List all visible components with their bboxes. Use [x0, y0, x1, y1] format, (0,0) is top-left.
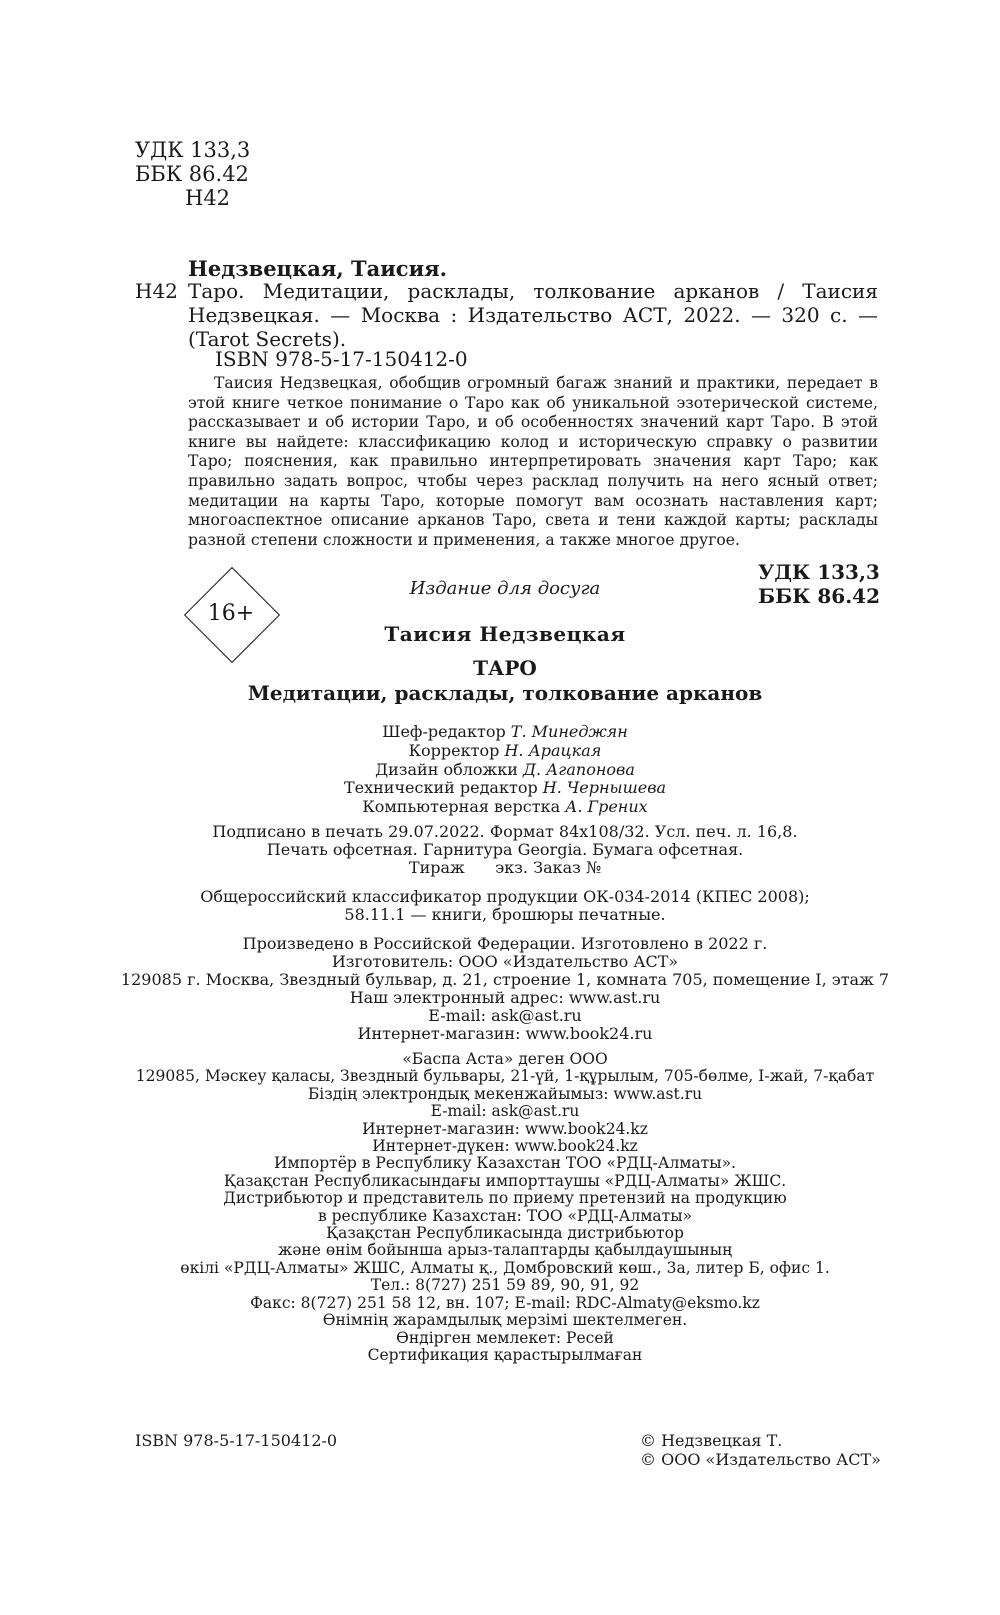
- manufacturer-line: Наш электронный адрес: www.ast.ru: [349, 988, 661, 1007]
- edition-note: Издание для досуга: [409, 578, 601, 599]
- book-subtitle: Медитации, расклады, толкование арканов: [247, 681, 763, 705]
- print-line: Подписано в печать 29.07.2022. Формат 84x108/32. Усл. печ. л. 16,8.: [212, 822, 798, 841]
- kz-line: және өнім бойынша арыз-талаптарды қабылдаушының: [277, 1241, 733, 1260]
- kz-line: Интернет-дүкен: www.book24.kz: [372, 1137, 638, 1156]
- kz-line: Сертификация қарастырылмаған: [367, 1345, 643, 1364]
- kz-line: Қазақстан Республикасында дистрибьютор: [326, 1224, 684, 1243]
- kz-line: Дистрибьютор и представитель по приему претензий на продукцию: [223, 1189, 787, 1208]
- kz-line: «Баспа Аста» деген ООО: [402, 1050, 608, 1068]
- udk-code-right: УДК 133,3: [758, 560, 880, 584]
- copyright-block: [640, 1431, 881, 1469]
- manufacturer-info: [0, 935, 1000, 1043]
- manufacturer-line: 129085 г. Москва, Звездный бульвар, д. 21, строение 1, комната 705, помещение I, этаж 7: [120, 970, 890, 989]
- udk-block: [135, 138, 250, 210]
- credits-list: [0, 723, 1000, 817]
- manufacturer-line: E-mail: ask@ast.ru: [428, 1006, 582, 1025]
- kz-line: Біздің электрондық мекенжайымыз: www.ast.ru: [307, 1084, 703, 1103]
- footer-isbn: ISBN 978-5-17-150412-0: [135, 1431, 338, 1450]
- print-info: [0, 823, 1000, 877]
- kz-line: Қазақстан Республикасындағы импорттаушы «РДЦ-Алматы» ЖШС.: [223, 1171, 787, 1190]
- credit-line: Корректор Н. Арацкая: [408, 740, 602, 760]
- copyright-author: © Недзвецкая Т.: [640, 1431, 783, 1450]
- credit-line: Технический редактор Н. Чернышева: [343, 778, 667, 798]
- classification-line: 58.11.1 — книги, брошюры печатные.: [344, 905, 666, 924]
- book-author: Таисия Недзвецкая: [384, 622, 626, 646]
- author-sign-bib: Н42: [135, 279, 178, 303]
- kz-line: E-mail: ask@ast.ru: [430, 1102, 580, 1121]
- bbk-code: ББК 86.42: [135, 162, 249, 186]
- manufacturer-line: Произведено в Российской Федерации. Изготовлено в 2022 г.: [242, 934, 768, 953]
- udk-code: УДК 133,3: [135, 138, 251, 162]
- kz-line: 129085, Мәскеу қаласы, Звездный бульвары, 21-үй, 1-құрылым, 705-бөлме, І-жай, 7-қабат: [135, 1067, 875, 1086]
- manufacturer-line: Интернет-магазин: www.book24.ru: [357, 1024, 653, 1043]
- kazakhstan-info: [0, 1051, 1000, 1364]
- age-rating-label: 16+: [207, 601, 255, 626]
- classification-line: Общероссийский классификатор продукции ОК-034-2014 (КПЕС 2008);: [200, 887, 810, 906]
- bibliographic-author: Недзвецкая, Таисия.: [188, 256, 447, 281]
- book-title: ТАРО: [473, 656, 537, 680]
- kz-line: Тел.: 8(727) 251 59 89, 90, 91, 92: [370, 1276, 640, 1295]
- manufacturer-line: Изготовитель: ООО «Издательство АСТ»: [331, 952, 679, 971]
- kz-line: Интернет-магазин: www.book24.kz: [362, 1119, 648, 1138]
- kz-line: Импортёр в Республику Казахстан ТОО «РДЦ-Алматы».: [274, 1154, 736, 1173]
- credit-line: Дизайн обложки Д. Агапонова: [375, 759, 635, 779]
- isbn: ISBN 978-5-17-150412-0: [215, 347, 468, 371]
- classification: [0, 888, 1000, 924]
- bibliographic-description: Таро. Медитации, расклады, толкование арканов / Таисия Недзвецкая. — Москва : Издательство АСТ, 2022. — 320 с. — (Tarot Secrets).: [188, 279, 878, 351]
- bbk-code-right: ББК 86.42: [758, 584, 880, 608]
- print-line: Тираж экз. Заказ №: [408, 858, 602, 877]
- credit-line: Шеф-редактор Т. Минеджян: [382, 722, 628, 741]
- kz-line: Өндірген мемлекет: Ресей: [396, 1328, 614, 1347]
- kz-line: Факс: 8(727) 251 58 12, вн. 107; E-mail: RDC-Almaty@eksmo.kz: [250, 1293, 760, 1312]
- author-sign: Н42: [185, 186, 231, 210]
- kz-line: өкілі «РДЦ-Алматы» ЖШС, Алматы қ., Домбровский көш., 3а, литер Б, офис 1.: [180, 1258, 830, 1277]
- credit-line: Компьютерная верстка А. Грених: [362, 797, 648, 817]
- annotation: Таисия Недзвецкая, обобщив огромный багаж знаний и практики, передает в этой книге четкое понимание о Таро как об уникальной эзотерической системе, рассказывает и об истории Таро, и об особенностях значений карт Таро. В этой книге вы найдете: классификацию колод и историческую справку о развитии Таро; пояснения, как правильно интерпретировать значения карт Таро; как правильно задать вопрос, чтобы через расклад получить на него ясный ответ; медитации на карты Таро, которые помогут вам осознать наставления карт; многоаспектное описание арканов Таро, света и тени каждой карты; расклады разной степени сложности и применения, а также многое другое.: [188, 374, 878, 549]
- kz-line: в республике Казахстан: ТОО «РДЦ-Алматы»: [317, 1206, 693, 1225]
- copyright-publisher: © ООО «Издательство АСТ»: [640, 1450, 881, 1469]
- print-line: Печать офсетная. Гарнитура Georgia. Бумага офсетная.: [266, 840, 744, 859]
- kz-line: Өнімнің жарамдылық мерзімі шектелмеген.: [322, 1311, 688, 1330]
